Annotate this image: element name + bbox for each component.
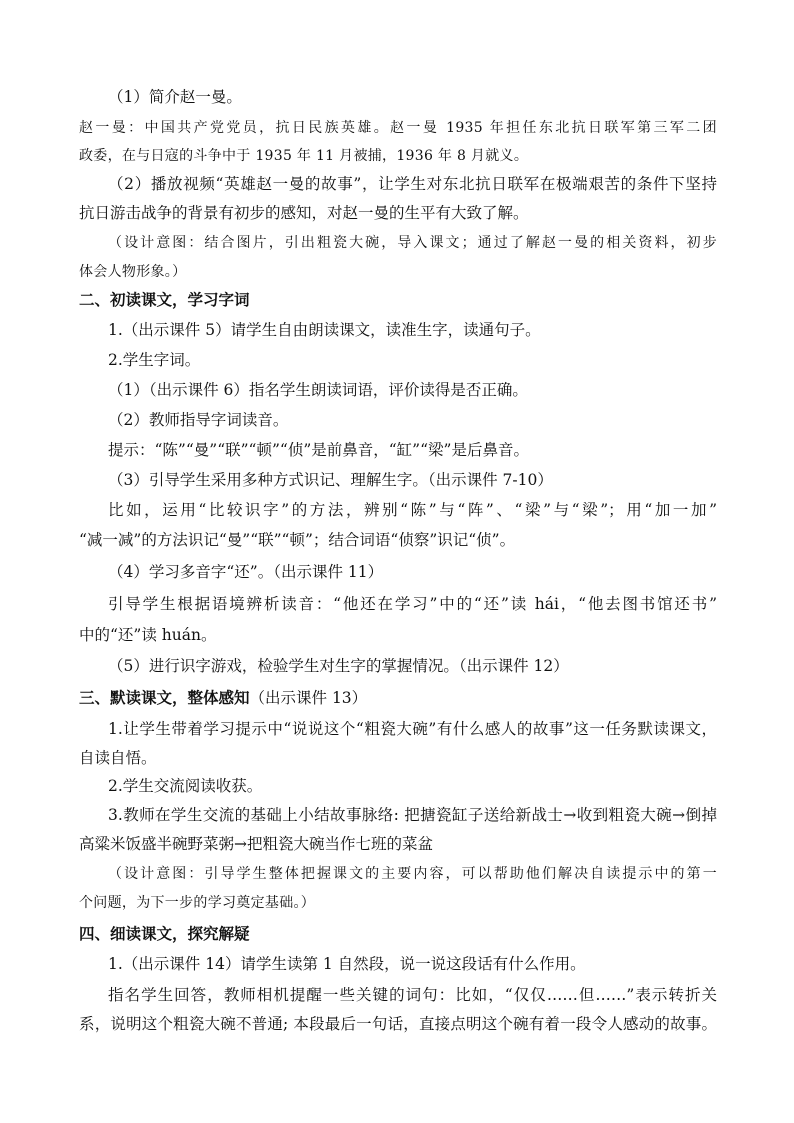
zhao-bio-line-1: 赵一曼：中国共产党党员，抗日民族英雄。赵一曼 1935 年担任东北抗日联军第三军二团 [79,120,717,136]
section-2-sub-5: （5）进行识字游戏，检验学生对生字的掌握情况。（出示课件 12） [108,657,569,675]
design-note-1-line-1: （设计意图：结合图片，引出粗瓷大碗，导入课文；通过了解赵一曼的相关资料，初步 [108,235,717,251]
section-3-item-3-line-2: 高粱米饭盛半碗野菜粥→把粗瓷大碗当作七班的菜盆 [79,835,433,853]
design-note-1-line-2: 体会人物形象。） [79,264,187,280]
section-3-item-1-line-1: 1.让学生带着学习提示中“说说这个“粗瓷大碗”有什么感人的故事”这一任务默读课文， [108,720,717,738]
section-3-courseware-ref: （出示课件 13） [249,689,368,707]
section-2-item-1: 1.（出示课件 5）请学生自由朗读课文，读准生字，读通句子。 [108,321,541,339]
section-2-example-line-2: “减一减”的方法识记“曼”“联”“顿”；结合词语“侦察”识记“侦”。 [79,531,516,549]
section-2-sub-1: （1）（出示课件 6）指名学生朗读词语，评价读得是否正确。 [108,381,528,399]
section-2-example-line-1: 比如，运用“比较识字”的方法，辨别“陈”与“阵”、“梁”与“梁”；用“加一加” [108,501,717,519]
section-2-poly-line-2: 中的“还”读 huán。 [79,626,217,644]
video-para-line-1: （2）播放视频“英雄赵一曼的故事”，让学生对东北抗日联军在极端艰苦的条件下坚持 [108,175,717,193]
section-4-item-1: 1.（出示课件 14）请学生读第 1 自然段，说一说这段话有什么作用。 [108,955,586,973]
section-3-item-2: 2.学生交流阅读收获。 [108,777,263,795]
zhao-bio-line-2: 政委，在与日寇的斗争中于 1935 年 11 月被捕，1936 年 8 月就义。 [79,148,529,164]
section-2-poly-line-1: 引导学生根据语境辨析读音：“他还在学习”中的“还”读 hái，“他去图书馆还书” [108,595,717,613]
section-4-para-line-1: 指名学生回答，教师相机提醒一些关键的词句：比如，“仅仅……但……”表示转折关 [108,986,717,1004]
section-2-sub-4: （4）学习多音字“还”。（出示课件 11） [108,563,384,581]
intro-title: （1）简介赵一曼。 [108,88,242,106]
section-3-heading [79,688,367,708]
section-2-sub-2: （2）教师指导字词读音。 [108,411,289,429]
section-2-tip: 提示：“陈”“曼”“联”“顿”“侦”是前鼻音，“缸”“梁”是后鼻音。 [108,441,529,459]
design-note-2-line-1: （设计意图：引导学生整体把握课文的主要内容，可以帮助他们解决自读提示中的第一 [108,866,717,882]
design-note-2-line-2: 个问题，为下一步的学习奠定基础。） [79,895,316,911]
section-3-item-3-line-1: 3.教师在学生交流的基础上小结故事脉络: 把搪瓷缸子送给新战士→收到粗瓷大碗→倒掉 [108,806,717,824]
section-3-item-1-line-2: 自读自悟。 [79,749,157,767]
section-2-heading: 二、初读课文，学习字词 [79,290,250,309]
section-3-title: 三、默读课文，整体感知 [79,688,250,707]
video-para-line-2: 抗日游击战争的背景有初步的感知，对赵一曼的生平有大致了解。 [79,204,529,222]
section-4-para-line-2: 系，说明这个粗瓷大碗不普通; 本段最后一句话，直接点明这个碗有着一段令人感动的故事。 [79,1015,717,1033]
section-4-heading: 四、细读课文，探究解疑 [79,924,250,943]
section-2-sub-3: （3）引导学生采用多种方式识记、理解生字。（出示课件 7-10） [108,471,553,489]
section-2-item-2: 2.学生字词。 [108,351,201,369]
